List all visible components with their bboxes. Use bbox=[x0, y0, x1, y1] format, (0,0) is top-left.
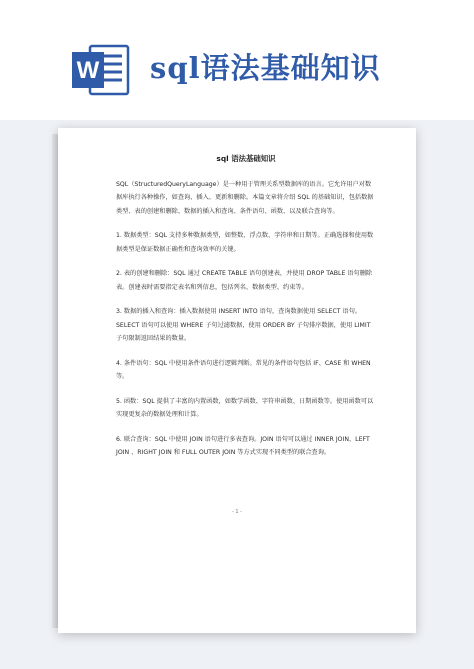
paragraph-functions: 5. 函数：SQL 提供了丰富的内置函数，如数学函数、字符串函数、日期函数等。使用函数可以实现更复杂的数据处理和计算。 bbox=[116, 397, 374, 418]
document-title: sql 语法基础知识 bbox=[216, 154, 276, 163]
paragraph-data-types: 1. 数据类型：SQL 支持多种数据类型，如整数、浮点数、字符串和日期等。正确选择和使用数据类型是保证数据正确性和查询效率的关键。 bbox=[116, 232, 374, 253]
word-document-icon bbox=[70, 42, 132, 98]
banner-title: sql语法基础知识 bbox=[150, 51, 381, 85]
page-number: - 1 - bbox=[232, 509, 242, 515]
paragraph-intro: SQL（StructuredQueryLanguage）是一种用于管理关系型数据库的语言。它允许用户对数据库执行各种操作，如查询、插入、更新和删除。本篇文章将介绍 SQL 的基础知识，包括数据类型、表的创建和删除、数据的插入和查询、条件语句、函数、以及联合查询等。 bbox=[116, 180, 374, 215]
header-banner bbox=[0, 0, 474, 120]
paragraph-insert-select: 3. 数据的插入和查询：插入数据使用 INSERT INTO 语句，查询数据使用 SELECT 语句。 SELECT 语句可以使用 WHERE 子句过滤数据，使用 ORDER BY 子句排序数据，使用 LIMIT 子句限制返回结果的数量。 bbox=[116, 308, 371, 342]
paragraph-conditions: 4. 条件语句：SQL 中使用条件语句进行逻辑判断。常见的条件语句包括 IF、CASE 和 WHEN 等。 bbox=[116, 359, 371, 380]
paragraph-joins: 6. 联合查询：SQL 中使用 JOIN 语句进行多表查询。JOIN 语句可以通过 INNER JOIN、LEFT JOIN 、RIGHT JOIN 和 FULL OUTER JOIN 等方式实现不同类型的联合查询。 bbox=[116, 435, 370, 456]
paragraph-create-drop-table: 2. 表的创建和删除：SQL 通过 CREATE TABLE 语句创建表，并使用 DROP TABLE 语句删除表。创建表时需要指定表名和列信息，包括列名、数据类型、约束等。 bbox=[116, 270, 373, 291]
document-body bbox=[116, 152, 376, 471]
word-logo-letter: W bbox=[76, 57, 100, 84]
